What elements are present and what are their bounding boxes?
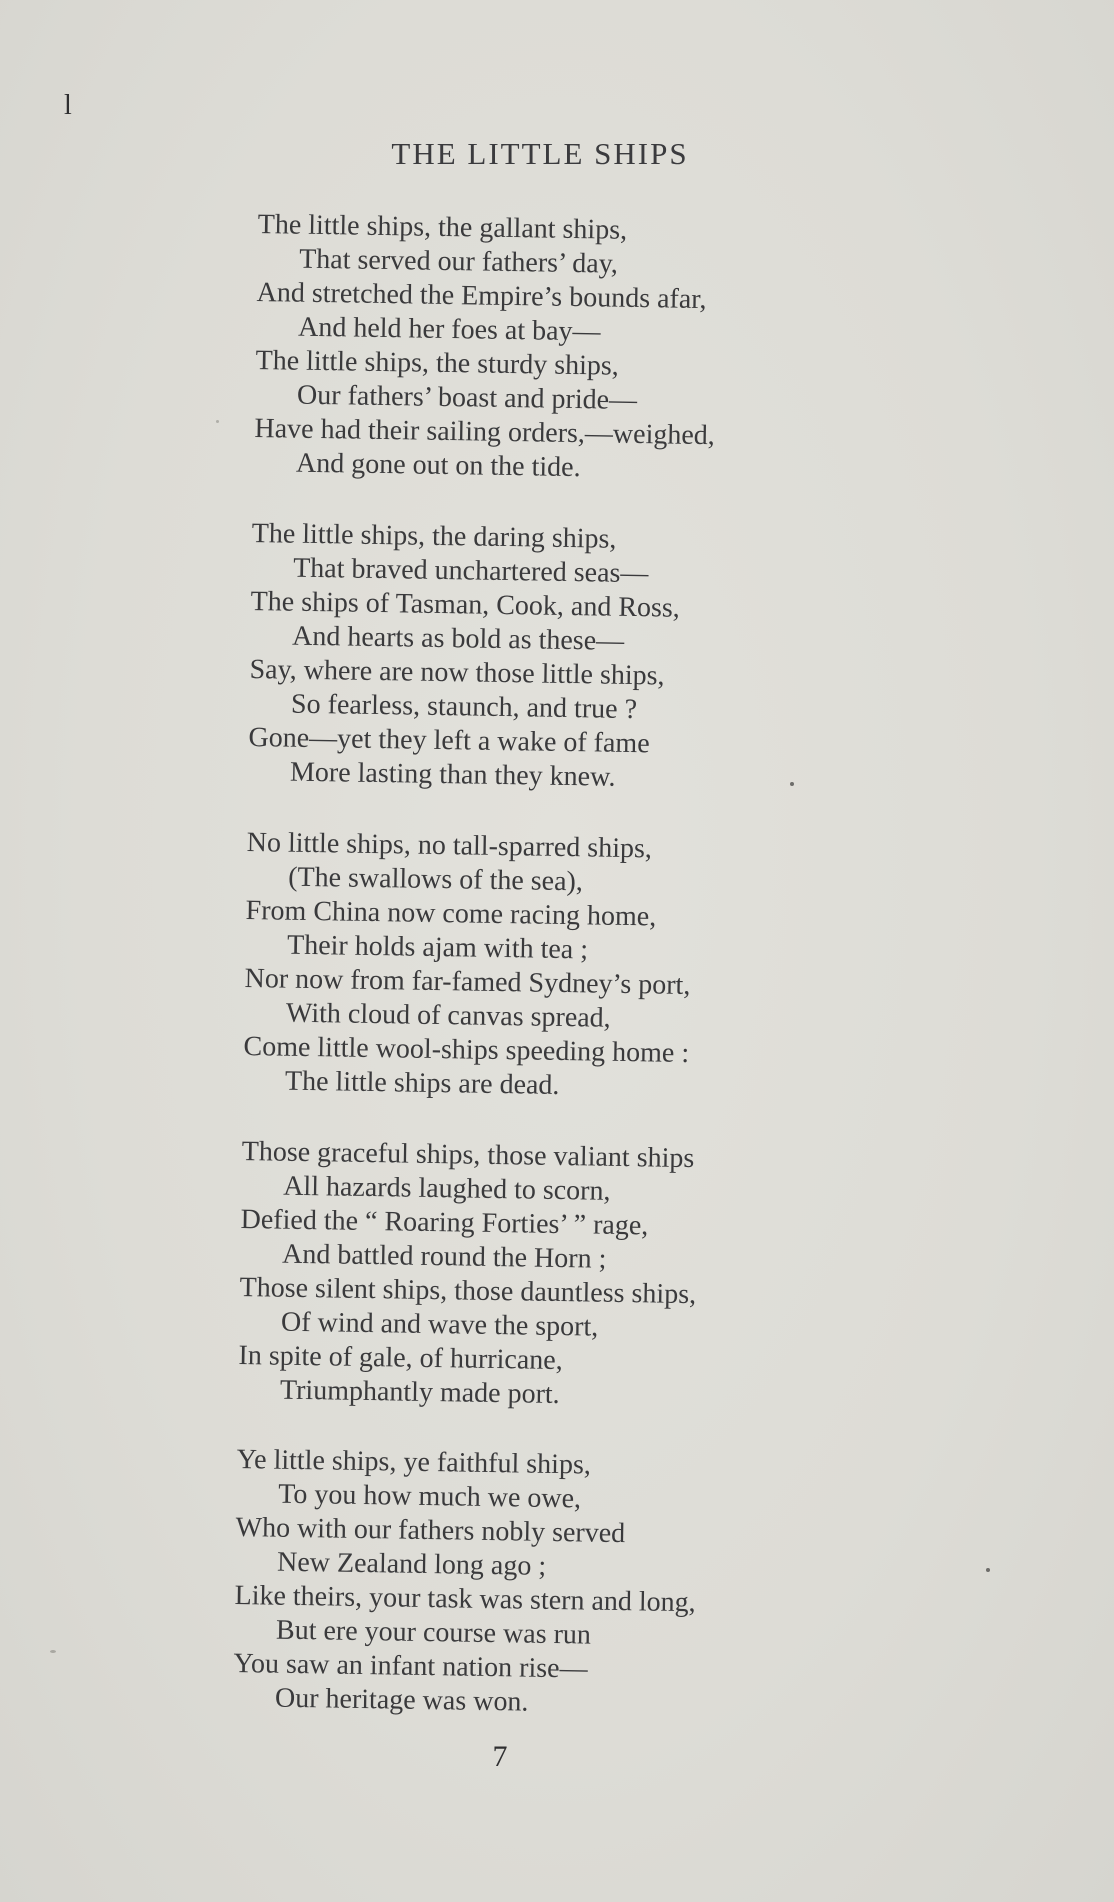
stanza (248, 517, 952, 800)
poem-line: And battled round the Horn ; (281, 1238, 607, 1275)
poem-line: More lasting than they knew. (289, 756, 616, 793)
stanza (254, 208, 958, 491)
poem-line: The little ships, the daring ships, (251, 517, 617, 555)
poem-line: The little ships are dead. (284, 1065, 560, 1101)
poem-line: Say, where are now those little ships, (249, 653, 665, 692)
poem-line: That braved unchartered seas— (292, 552, 649, 590)
paper-speck (50, 1650, 56, 1653)
poem-line: (The swallows of the sea), (287, 861, 584, 898)
poem-line: So fearless, staunch, and true ? (290, 688, 638, 726)
poem-line: Come little wool-ships speeding home : (243, 1030, 690, 1069)
poem-line: The little ships, the gallant ships, (257, 208, 628, 246)
paper-speck (216, 420, 219, 423)
poem-line: You saw an infant nation rise— (233, 1647, 588, 1685)
poem-line: Like theirs, your task was stern and long, (234, 1579, 696, 1619)
poem-line: Those silent ships, those dauntless ships, (239, 1271, 697, 1311)
poem-line: With cloud of canvas spread, (285, 997, 611, 1034)
poem-line: Their holds ajam with tea ; (286, 929, 589, 966)
stanza (233, 1443, 937, 1726)
stanza (243, 826, 947, 1109)
poem-line: To you how much we owe, (277, 1478, 582, 1515)
poem-line: Our heritage was won. (274, 1682, 529, 1718)
poem-line: That served our fathers’ day, (298, 243, 619, 280)
paper-speck (790, 782, 794, 786)
margin-mark: l (64, 90, 72, 121)
poem-line: Of wind and wave the sport, (280, 1306, 599, 1343)
poem-line: No little ships, no tall-sparred ships, (246, 826, 653, 865)
poem-line: Gone—yet they left a wake of fame (248, 721, 650, 760)
poem-title: THE LITTLE SHIPS (391, 136, 689, 171)
poem-line: Ye little ships, ye faithful ships, (236, 1443, 592, 1481)
poem-line: And stretched the Empire’s bounds afar, (256, 276, 707, 316)
stanza (238, 1135, 942, 1418)
poem-line: Triumphantly made port. (279, 1374, 560, 1411)
poem-line: The little ships, the sturdy ships, (255, 344, 620, 382)
poem-line: Defied the “ Roaring Forties’ ” rage, (240, 1203, 649, 1242)
page-number: 7 (492, 1740, 508, 1773)
poem-line: From China now come racing home, (245, 894, 657, 933)
poem-line: Those graceful ships, those valiant ships (241, 1135, 695, 1175)
poem-line: New Zealand long ago ; (276, 1546, 547, 1582)
poem-line: All hazards laughed to scorn, (282, 1170, 611, 1207)
poem-line: Nor now from far-famed Sydney’s port, (244, 962, 691, 1001)
poem-line: Who with our fathers nobly served (235, 1511, 626, 1550)
poem-line: And hearts as bold as these— (291, 620, 625, 657)
poem-line: But ere your course was run (275, 1614, 592, 1651)
poem-line: In spite of gale, of hurricane, (238, 1339, 563, 1377)
poem-line: And held her foes at bay— (297, 311, 601, 348)
poem-line: Have had their sailing orders,—weighed, (254, 412, 716, 452)
poem-line: Our fathers’ boast and pride— (296, 379, 638, 416)
poem-line: And gone out on the tide. (295, 447, 581, 484)
paper-speck (986, 1568, 990, 1572)
poem-line: The ships of Tasman, Cook, and Ross, (250, 585, 681, 624)
